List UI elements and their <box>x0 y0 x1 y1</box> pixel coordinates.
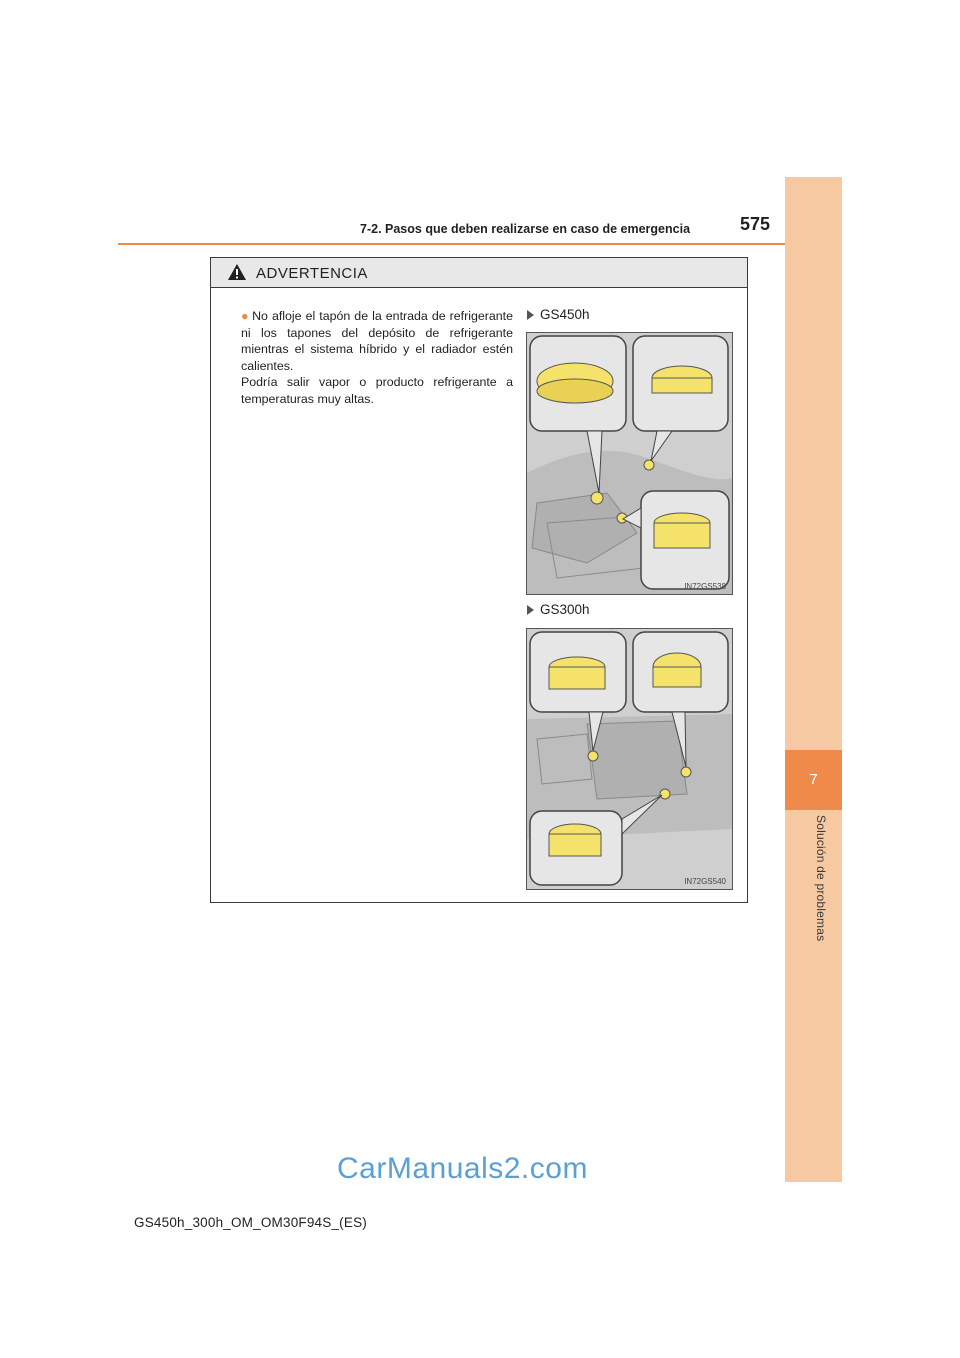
engine-bay-illustration <box>527 333 732 594</box>
manual-id: GS450h_300h_OM_OM30F94S_(ES) <box>134 1215 367 1230</box>
warning-bullet <box>241 308 513 407</box>
warning-box <box>210 257 748 903</box>
bullet-dot-icon: ● <box>241 309 250 323</box>
watermark: CarManuals2.com <box>337 1152 588 1185</box>
arrow-right-icon <box>527 310 534 320</box>
arrow-right-icon <box>527 605 534 615</box>
figure-code: IN72GS538 <box>684 582 726 591</box>
warning-title: ADVERTENCIA <box>256 265 368 282</box>
chapter-side-tab <box>785 177 842 1182</box>
chapter-number: 7 <box>785 750 842 810</box>
figure-code: IN72GS540 <box>684 877 726 886</box>
section-title: 7-2. Pasos que deben realizarse en caso de emergencia <box>360 222 691 236</box>
header-rule <box>118 243 785 245</box>
warning-text-line: Podría salir vapor o producto refrigerante a temperaturas muy altas. <box>241 375 513 406</box>
engine-figure-gs300h <box>526 628 733 890</box>
engine-figure-gs450h <box>526 332 733 595</box>
warning-triangle-icon <box>227 263 247 281</box>
model-label-gs450h: GS450h <box>527 307 590 322</box>
engine-bay-illustration <box>527 629 732 889</box>
warning-header <box>211 258 747 288</box>
model-label-gs300h: GS300h <box>527 602 590 617</box>
chapter-label: Solución de problemas <box>814 815 828 942</box>
warning-text-line: No afloje el tapón de la entrada de refrigerante ni los tapones del depósito de refrigerante mientras el sistema híbrido y el radiador estén calientes. <box>241 309 514 373</box>
page-number: 575 <box>740 214 771 234</box>
